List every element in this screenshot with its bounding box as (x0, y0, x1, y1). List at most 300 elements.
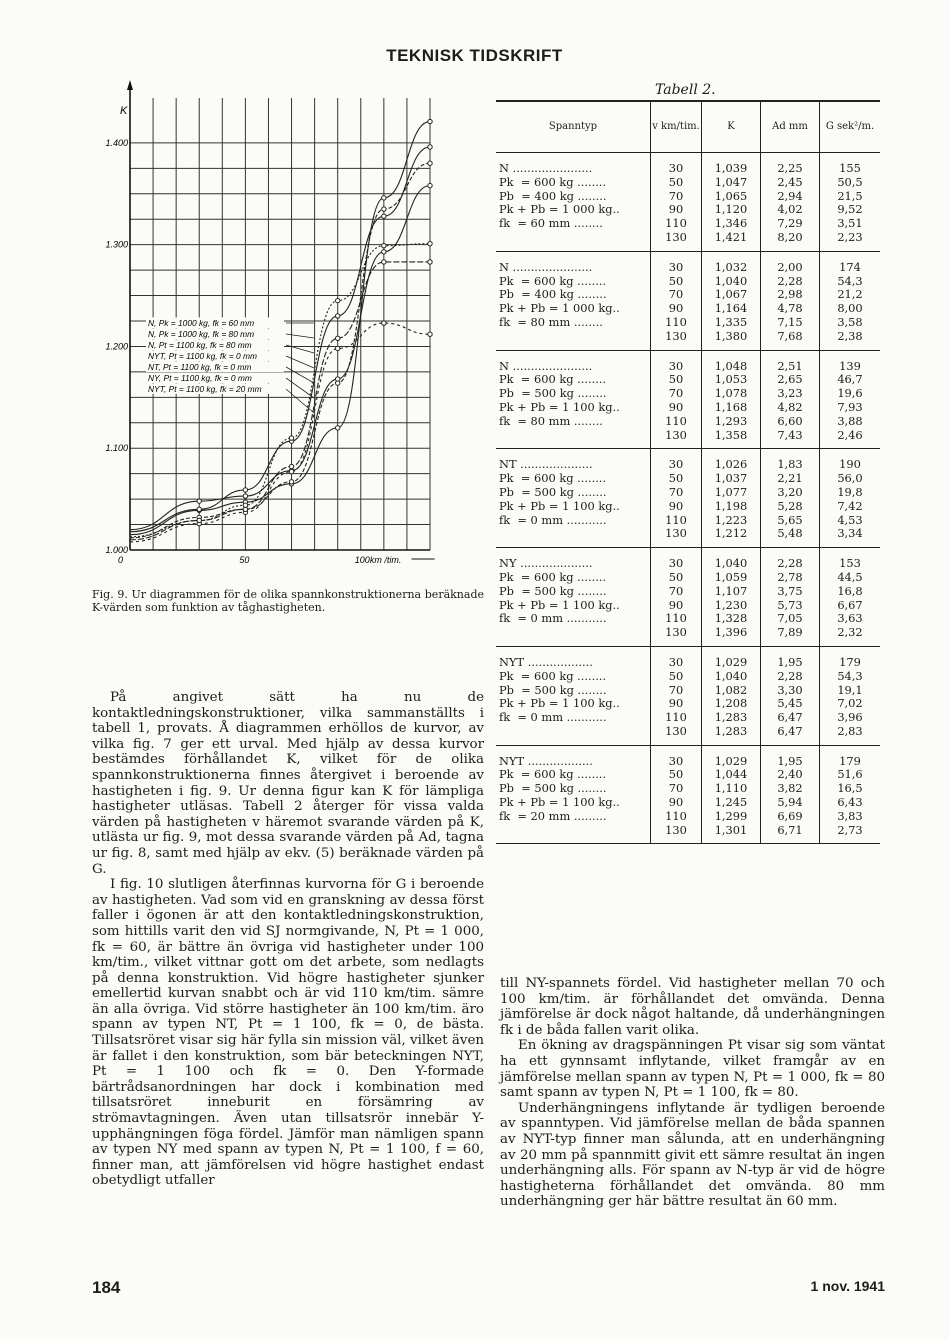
cell-line: 4,78 (777, 301, 803, 316)
spanntyp-cell (496, 646, 651, 745)
y-tick-label: 1.300 (105, 239, 128, 250)
cell-line: 6,60 (777, 413, 803, 428)
cell-line: 2,51 (777, 358, 803, 373)
cell-line: 1,077 (714, 484, 748, 499)
g-cell (820, 251, 881, 350)
cell-line: 1,335 (714, 314, 748, 329)
cell-line: 9,52 (837, 202, 863, 217)
cell-line: 2,21 (777, 471, 803, 486)
table-row (496, 449, 880, 548)
table-row (496, 548, 880, 647)
data-table (496, 100, 880, 844)
cell-line: 2,40 (777, 767, 803, 782)
legend-leader (286, 334, 314, 338)
cell-line: 70 (668, 188, 684, 203)
header-ad: Ad mm (761, 101, 820, 153)
cell-line: 1,047 (714, 174, 748, 189)
cell-line: 90 (668, 597, 684, 612)
table-row (496, 153, 880, 252)
g-cell (820, 548, 881, 647)
cell-line: Pb = 500 kg ........ (499, 781, 607, 796)
data-point (382, 260, 386, 264)
cell-line: 90 (668, 202, 684, 217)
header-k: K (702, 101, 761, 153)
cell-line: 50 (668, 569, 684, 584)
legend-item: NYT, Pt = 1100 kg, fk = 0 mm (148, 351, 257, 361)
paragraph: På angivet sätt ha nu de kontaktledningskonstruktioner, vilka sammanställts i tabell 1, provats. Å diagrammen erhöllos de kurvor, av vilka fig. 7 ger ett urval. Med hjälp av dessa kurvor bestämdes förhållandet K, vilket för de olika spannkonstruktionerna finnes återgivet i beroende av hastigheten i fig. 9. Ur denna figur kan K för lämpliga hastigheter utläsas. Tabell 2 återger för vissa valda värden på hastigheten v häremot svarande värden på K, utlästa ur fig. 9, mot dessa svarande värden på Ad, tagna ur fig. 8, samt med hjälp av ekv. (5) beräknade värden på G. (92, 690, 484, 877)
y-tick-label: 1.100 (105, 443, 128, 454)
data-point (197, 518, 201, 522)
x-axis-unit: km /tim. (369, 555, 402, 565)
data-point (335, 346, 339, 350)
cell-line: Pb = 400 kg ........ (499, 188, 607, 203)
cell-line: fk = 80 mm ........ (499, 413, 603, 428)
cell-line: 1,107 (714, 583, 748, 598)
data-point (243, 488, 247, 492)
cell-line: 2,94 (777, 188, 803, 203)
legend-item: N, Pt = 1100 kg, fk = 80 mm (148, 340, 252, 350)
cell-line: 3,23 (777, 386, 803, 401)
cell-line: 3,30 (777, 682, 803, 697)
cell-line: 179 (839, 654, 861, 669)
cell-line: 90 (668, 696, 684, 711)
cell-line: 1,029 (714, 654, 748, 669)
cell-line: NT .................... (499, 457, 593, 472)
cell-line: Pb = 500 kg ........ (499, 583, 607, 598)
table-row (496, 646, 880, 745)
cell-line: 2,25 (777, 161, 803, 175)
cell-line: 1,078 (714, 386, 748, 401)
cell-line: 30 (668, 358, 684, 373)
cell-line: 6,67 (837, 597, 863, 612)
cell-line: 139 (839, 358, 861, 373)
cell-line: 2,32 (837, 625, 863, 640)
speed-cell (651, 153, 702, 252)
cell-line: 1,040 (714, 273, 748, 288)
cell-line: 3,34 (837, 526, 863, 541)
x-tick-label: 50 (239, 555, 250, 565)
data-point (289, 480, 293, 484)
cell-line: 70 (668, 682, 684, 697)
paragraph: Underhängningens inflytande är tydligen beroende av spanntypen. Vid jämförelse mellan de båda spannen av NYT-typ finner man sålunda, att en underhängning av 20 mm på spannmitt givit ett sämre resultat än ingen underhängning alls. För spann av N-typ är vid de högre hastigheterna förhållandet det omvända. 80 mm underhängning ger här bättre resultat än 60 mm. (500, 1100, 885, 1210)
cell-line: NY .................... (499, 556, 593, 571)
cell-line: 2,45 (777, 174, 803, 189)
cell-line: 130 (665, 723, 687, 738)
cell-line: 110 (665, 314, 687, 329)
cell-line: N ...................... (499, 259, 593, 274)
data-point (289, 436, 293, 440)
data-point (382, 207, 386, 211)
cell-line: 3,20 (777, 484, 803, 499)
cell-line: 1,198 (714, 498, 748, 513)
cell-line: N ...................... (499, 358, 593, 373)
cell-line: 2,65 (777, 372, 803, 387)
cell-line: 1,95 (777, 753, 803, 768)
x-tick-label: 0 (118, 555, 124, 565)
ad-cell (761, 745, 820, 844)
k-cell (702, 548, 761, 647)
cell-line: 5,45 (777, 696, 803, 711)
speed-cell (651, 745, 702, 844)
k-cell (702, 251, 761, 350)
cell-line: 130 (665, 625, 687, 640)
cell-line: Pk = 600 kg ........ (499, 372, 607, 387)
cell-line: 54,3 (837, 668, 863, 683)
cell-line: 19,1 (837, 682, 863, 697)
cell-line: 1,208 (714, 696, 748, 711)
cell-line: 8,00 (837, 301, 863, 316)
y-tick-label: 1.200 (105, 341, 128, 352)
cell-line: 8,20 (777, 229, 803, 244)
page-number: 184 (92, 1278, 121, 1297)
cell-line: 1,346 (714, 216, 748, 231)
cell-line: Pk = 600 kg ........ (499, 471, 607, 486)
cell-line: 90 (668, 301, 684, 316)
paragraph: I fig. 10 slutligen återfinnas kurvorna för G i beroende av hastigheten. Vad som vid en granskning av dessa först faller i ögonen är att den kontaktledningskonstruktion, som hittills varit den vid SJ normgivande, N, Pt = 1 000, fk = 60, är bättre än övriga vid hastigheter under 100 km/tim., vilket vittnar gott om det arbete, som nedlagts på denna konstruktion. Vid högre hastigheter sjunker emellertid kurvan snabbt och är vid 110 km/tim. sämre än alla övriga. Vid större hastigheter än 100 km/tim. äro spann av typen NT, Pt = 1 100, fk = 0, de bästa. Tillsatsröret visar sig här fylla sin mission väl, vilket även är fallet i den konstruktion, som bär beteckningen NYT, Pt = 1 100 och fk = 0. Den Y-formade bärtrådsanordningen har dock i kombination med tillsatsröret inneburit en försämring av strömavtagningen. Även utan tillsatsrör innebär Y-upphängningen föga fördel. Jämför man nämligen spann av typen NY med spann av typen N, Pt = 1 100, f = 60, finner man, att jämförelsen vid högre hastighet endast obetydligt utfaller (92, 877, 484, 1189)
g-cell (820, 745, 881, 844)
chart-legend (146, 318, 314, 414)
cell-line: 2,28 (777, 556, 803, 571)
cell-line: 1,301 (714, 822, 748, 837)
cell-line: 5,65 (777, 512, 803, 527)
cell-line: 1,380 (714, 328, 748, 343)
cell-line: 90 (668, 795, 684, 810)
ad-cell (761, 350, 820, 449)
cell-line: 1,283 (714, 723, 748, 738)
cell-line: 1,026 (714, 457, 748, 472)
cell-line: 6,69 (777, 808, 803, 823)
legend-item: NYT, Pt = 1100 kg, fk = 20 mm (148, 384, 262, 394)
speed-cell (651, 646, 702, 745)
cell-line: Pk + Pb = 1 100 kg.. (499, 399, 620, 414)
cell-line: 1,396 (714, 625, 748, 640)
k-cell (702, 745, 761, 844)
data-point (197, 507, 201, 511)
cell-line: 1,040 (714, 668, 748, 683)
data-point (382, 321, 386, 325)
cell-line: fk = 60 mm ........ (499, 216, 603, 231)
cell-line: 4,53 (837, 512, 863, 527)
data-point (335, 314, 339, 318)
cell-line: 174 (839, 259, 861, 274)
legend-item: N, Pk = 1000 kg, fk = 60 mm (148, 318, 255, 328)
cell-line: 3,63 (837, 611, 863, 626)
cell-line: NYT .................. (499, 753, 593, 768)
cell-line: 7,68 (777, 328, 803, 343)
cell-line: Pb = 500 kg ........ (499, 484, 607, 499)
cell-line: 1,245 (714, 795, 748, 810)
paragraph: till NY-spannets fördel. Vid hastigheter mellan 70 och 100 km/tim. är förhållandet det omvända. Denna jämförelse är dock något haltande, då underhängningen fk i de båda fallen varit olika. (500, 976, 885, 1038)
cell-line: 1,059 (714, 569, 748, 584)
data-point (428, 332, 432, 336)
g-cell (820, 449, 881, 548)
cell-line: 1,223 (714, 512, 748, 527)
cell-line: Pk = 600 kg ........ (499, 174, 607, 189)
g-cell (820, 350, 881, 449)
cell-line: 1,067 (714, 287, 748, 302)
table-bottom-rule (496, 844, 880, 845)
cell-line: 2,78 (777, 569, 803, 584)
cell-line: 1,048 (714, 358, 748, 373)
cell-line: 130 (665, 229, 687, 244)
cell-line: 7,05 (777, 611, 803, 626)
speed-cell (651, 350, 702, 449)
y-tick-label: 1.000 (105, 545, 128, 555)
cell-line: 2,28 (777, 668, 803, 683)
cell-line: 4,82 (777, 399, 803, 414)
cell-line: 21,5 (837, 188, 863, 203)
cell-line: 3,75 (777, 583, 803, 598)
cell-line: 1,358 (714, 427, 748, 442)
spanntyp-cell (496, 745, 651, 844)
cell-line: Pk + Pb = 1 100 kg.. (499, 597, 620, 612)
cell-line: 50 (668, 372, 684, 387)
cell-line: 5,28 (777, 498, 803, 513)
cell-line: 30 (668, 556, 684, 571)
cell-line: 70 (668, 781, 684, 796)
cell-line: 3,82 (777, 781, 803, 796)
cell-line: 1,032 (714, 259, 748, 274)
table-row (496, 745, 880, 844)
speed-cell (651, 548, 702, 647)
cell-line: Pb = 400 kg ........ (499, 287, 607, 302)
data-point (289, 469, 293, 473)
spanntyp-cell (496, 449, 651, 548)
data-point (428, 183, 432, 187)
cell-line: 1,293 (714, 413, 748, 428)
cell-line: 1,040 (714, 556, 748, 571)
data-point (335, 336, 339, 340)
cell-line: 2,83 (837, 723, 863, 738)
spanntyp-cell (496, 153, 651, 252)
cell-line: 110 (665, 413, 687, 428)
cell-line: 110 (665, 216, 687, 231)
cell-line: 50 (668, 174, 684, 189)
cell-line: 70 (668, 287, 684, 302)
cell-line: 1,164 (714, 301, 748, 316)
cell-line: Pk + Pb = 1 100 kg.. (499, 696, 620, 711)
cell-line: Pk + Pb = 1 000 kg.. (499, 202, 620, 217)
cell-line: 50 (668, 273, 684, 288)
cell-line: Pk = 600 kg ........ (499, 668, 607, 683)
cell-line: fk = 20 mm ......... (499, 808, 607, 823)
cell-line: 7,43 (777, 427, 803, 442)
data-point (243, 503, 247, 507)
cell-line: 2,46 (837, 427, 863, 442)
cell-line: 30 (668, 654, 684, 669)
y-axis-arrow (127, 80, 133, 90)
cell-line: 7,89 (777, 625, 803, 640)
paragraph: En ökning av dragspänningen Pt visar sig som väntat ha ett gynnsamt inflytande, vilket framgår av en jämförelse mellan spann av typen N, Pt = 1 000, fk = 80 samt spann av typen N, Pt = 1 100, fk = 80. (500, 1038, 885, 1101)
cell-line: 30 (668, 259, 684, 274)
cell-line: 2,00 (777, 259, 803, 274)
cell-line: 1,95 (777, 654, 803, 669)
legend-item: NT, Pt = 1100 kg, fk = 0 mm (148, 362, 252, 372)
cell-line: Pb = 500 kg ........ (499, 386, 607, 401)
cell-line: 46,7 (837, 372, 863, 387)
cell-line: 56,0 (837, 471, 863, 486)
body-text-left (92, 690, 484, 1189)
journal-title: TEKNISK TIDSKRIFT (386, 46, 563, 65)
cell-line: 2,73 (837, 822, 863, 837)
cell-line: 3,88 (837, 413, 863, 428)
cell-line: 155 (839, 161, 861, 175)
cell-line: 110 (665, 512, 687, 527)
data-point (335, 426, 339, 430)
ad-cell (761, 449, 820, 548)
cell-line: 1,044 (714, 767, 748, 782)
data-point (428, 119, 432, 123)
cell-line: 7,15 (777, 314, 803, 329)
data-point (382, 243, 386, 247)
data-point (382, 196, 386, 200)
legend-item: NY, Pt = 1100 kg, fk = 0 mm (148, 373, 252, 383)
header-spanntyp: Spanntyp (496, 101, 651, 153)
table-row (496, 251, 880, 350)
cell-line: 19,6 (837, 386, 863, 401)
cell-line: Pk + Pb = 1 000 kg.. (499, 301, 620, 316)
g-cell (820, 646, 881, 745)
header-g: G sek²/m. (820, 101, 881, 153)
data-point (428, 241, 432, 245)
legend-item: N, Pk = 1000 kg, fk = 80 mm (148, 329, 255, 339)
cell-line: 16,5 (837, 781, 863, 796)
cell-line: 5,73 (777, 597, 803, 612)
cell-line: 54,3 (837, 273, 863, 288)
cell-line: 70 (668, 484, 684, 499)
cell-line: 70 (668, 583, 684, 598)
data-point (428, 161, 432, 165)
cell-line: 50 (668, 767, 684, 782)
cell-line: 1,082 (714, 682, 748, 697)
cell-line: 21,2 (837, 287, 863, 302)
cell-line: 30 (668, 753, 684, 768)
cell-line: 5,48 (777, 526, 803, 541)
cell-line: 110 (665, 710, 687, 725)
cell-line: 50,5 (837, 174, 863, 189)
table-header-row (496, 101, 880, 153)
cell-line: 4,02 (777, 202, 803, 217)
cell-line: 51,6 (837, 767, 863, 782)
data-point (428, 145, 432, 149)
k-cell (702, 153, 761, 252)
data-point (289, 464, 293, 468)
cell-line: 1,110 (714, 781, 748, 796)
cell-line: Pk = 600 kg ........ (499, 767, 607, 782)
k-cell (702, 646, 761, 745)
cell-line: 110 (665, 808, 687, 823)
table-title: Tabell 2. (655, 82, 716, 98)
cell-line: 1,83 (777, 457, 803, 472)
cell-line: 1,037 (714, 471, 748, 486)
cell-line: 153 (839, 556, 861, 571)
cell-line: 179 (839, 753, 861, 768)
cell-line: 7,42 (837, 498, 863, 513)
y-axis-label: K (120, 105, 128, 117)
body-text-right (500, 976, 885, 1210)
cell-line: 5,94 (777, 795, 803, 810)
ad-cell (761, 646, 820, 745)
cell-line: 2,23 (837, 229, 863, 244)
cell-line: 3,96 (837, 710, 863, 725)
speed-cell (651, 251, 702, 350)
cell-line: 3,51 (837, 216, 863, 231)
cell-line: 110 (665, 611, 687, 626)
cell-line: 130 (665, 427, 687, 442)
spanntyp-cell (496, 548, 651, 647)
cell-line: 1,328 (714, 611, 748, 626)
data-point (382, 250, 386, 254)
cell-line: 1,299 (714, 808, 748, 823)
cell-line: NYT .................. (499, 654, 593, 669)
data-point (197, 499, 201, 503)
cell-line: 7,29 (777, 216, 803, 231)
ad-cell (761, 251, 820, 350)
spanntyp-cell (496, 251, 651, 350)
cell-line: 7,02 (837, 696, 863, 711)
cell-line: Pk = 600 kg ........ (499, 569, 607, 584)
cell-line: Pb = 500 kg ........ (499, 682, 607, 697)
cell-line: 1,029 (714, 753, 748, 768)
data-point (428, 260, 432, 264)
k-cell (702, 449, 761, 548)
cell-line: fk = 0 mm ........... (499, 512, 607, 527)
k-cell (702, 350, 761, 449)
cell-line: 50 (668, 471, 684, 486)
cell-line: 2,98 (777, 287, 803, 302)
figure-9-chart (105, 72, 438, 582)
y-tick-label: 1.400 (105, 137, 128, 148)
cell-line: 3,58 (837, 314, 863, 329)
cell-line: 1,039 (714, 161, 748, 175)
ad-cell (761, 548, 820, 647)
cell-line: 1,421 (714, 229, 748, 244)
cell-line: 130 (665, 328, 687, 343)
cell-line: N ...................... (499, 161, 593, 175)
data-point (243, 494, 247, 498)
x-tick-label: 100 (354, 555, 370, 565)
cell-line: 1,053 (714, 372, 748, 387)
cell-line: 3,83 (837, 808, 863, 823)
cell-line: 130 (665, 526, 687, 541)
cell-line: 1,283 (714, 710, 748, 725)
cell-line: 6,71 (777, 822, 803, 837)
cell-line: 1,120 (714, 202, 748, 217)
cell-line: 130 (665, 822, 687, 837)
cell-line: 70 (668, 386, 684, 401)
data-point (382, 214, 386, 218)
cell-line: 2,38 (837, 328, 863, 343)
data-point (335, 377, 339, 381)
data-point (335, 298, 339, 302)
cell-line: 90 (668, 498, 684, 513)
cell-line: 1,212 (714, 526, 748, 541)
legend-leader (286, 356, 314, 368)
cell-line: 1,168 (714, 399, 748, 414)
issue-date: 1 nov. 1941 (810, 1278, 885, 1294)
speed-cell (651, 449, 702, 548)
cell-line: Pk = 600 kg ........ (499, 273, 607, 288)
ad-cell (761, 153, 820, 252)
cell-line: 50 (668, 668, 684, 683)
cell-line: Pk + Pb = 1 100 kg.. (499, 498, 620, 513)
cell-line: 6,43 (837, 795, 863, 810)
cell-line: 19,8 (837, 484, 863, 499)
cell-line: 90 (668, 399, 684, 414)
series-line (130, 262, 430, 540)
g-cell (820, 153, 881, 252)
cell-line: 7,93 (837, 399, 863, 414)
